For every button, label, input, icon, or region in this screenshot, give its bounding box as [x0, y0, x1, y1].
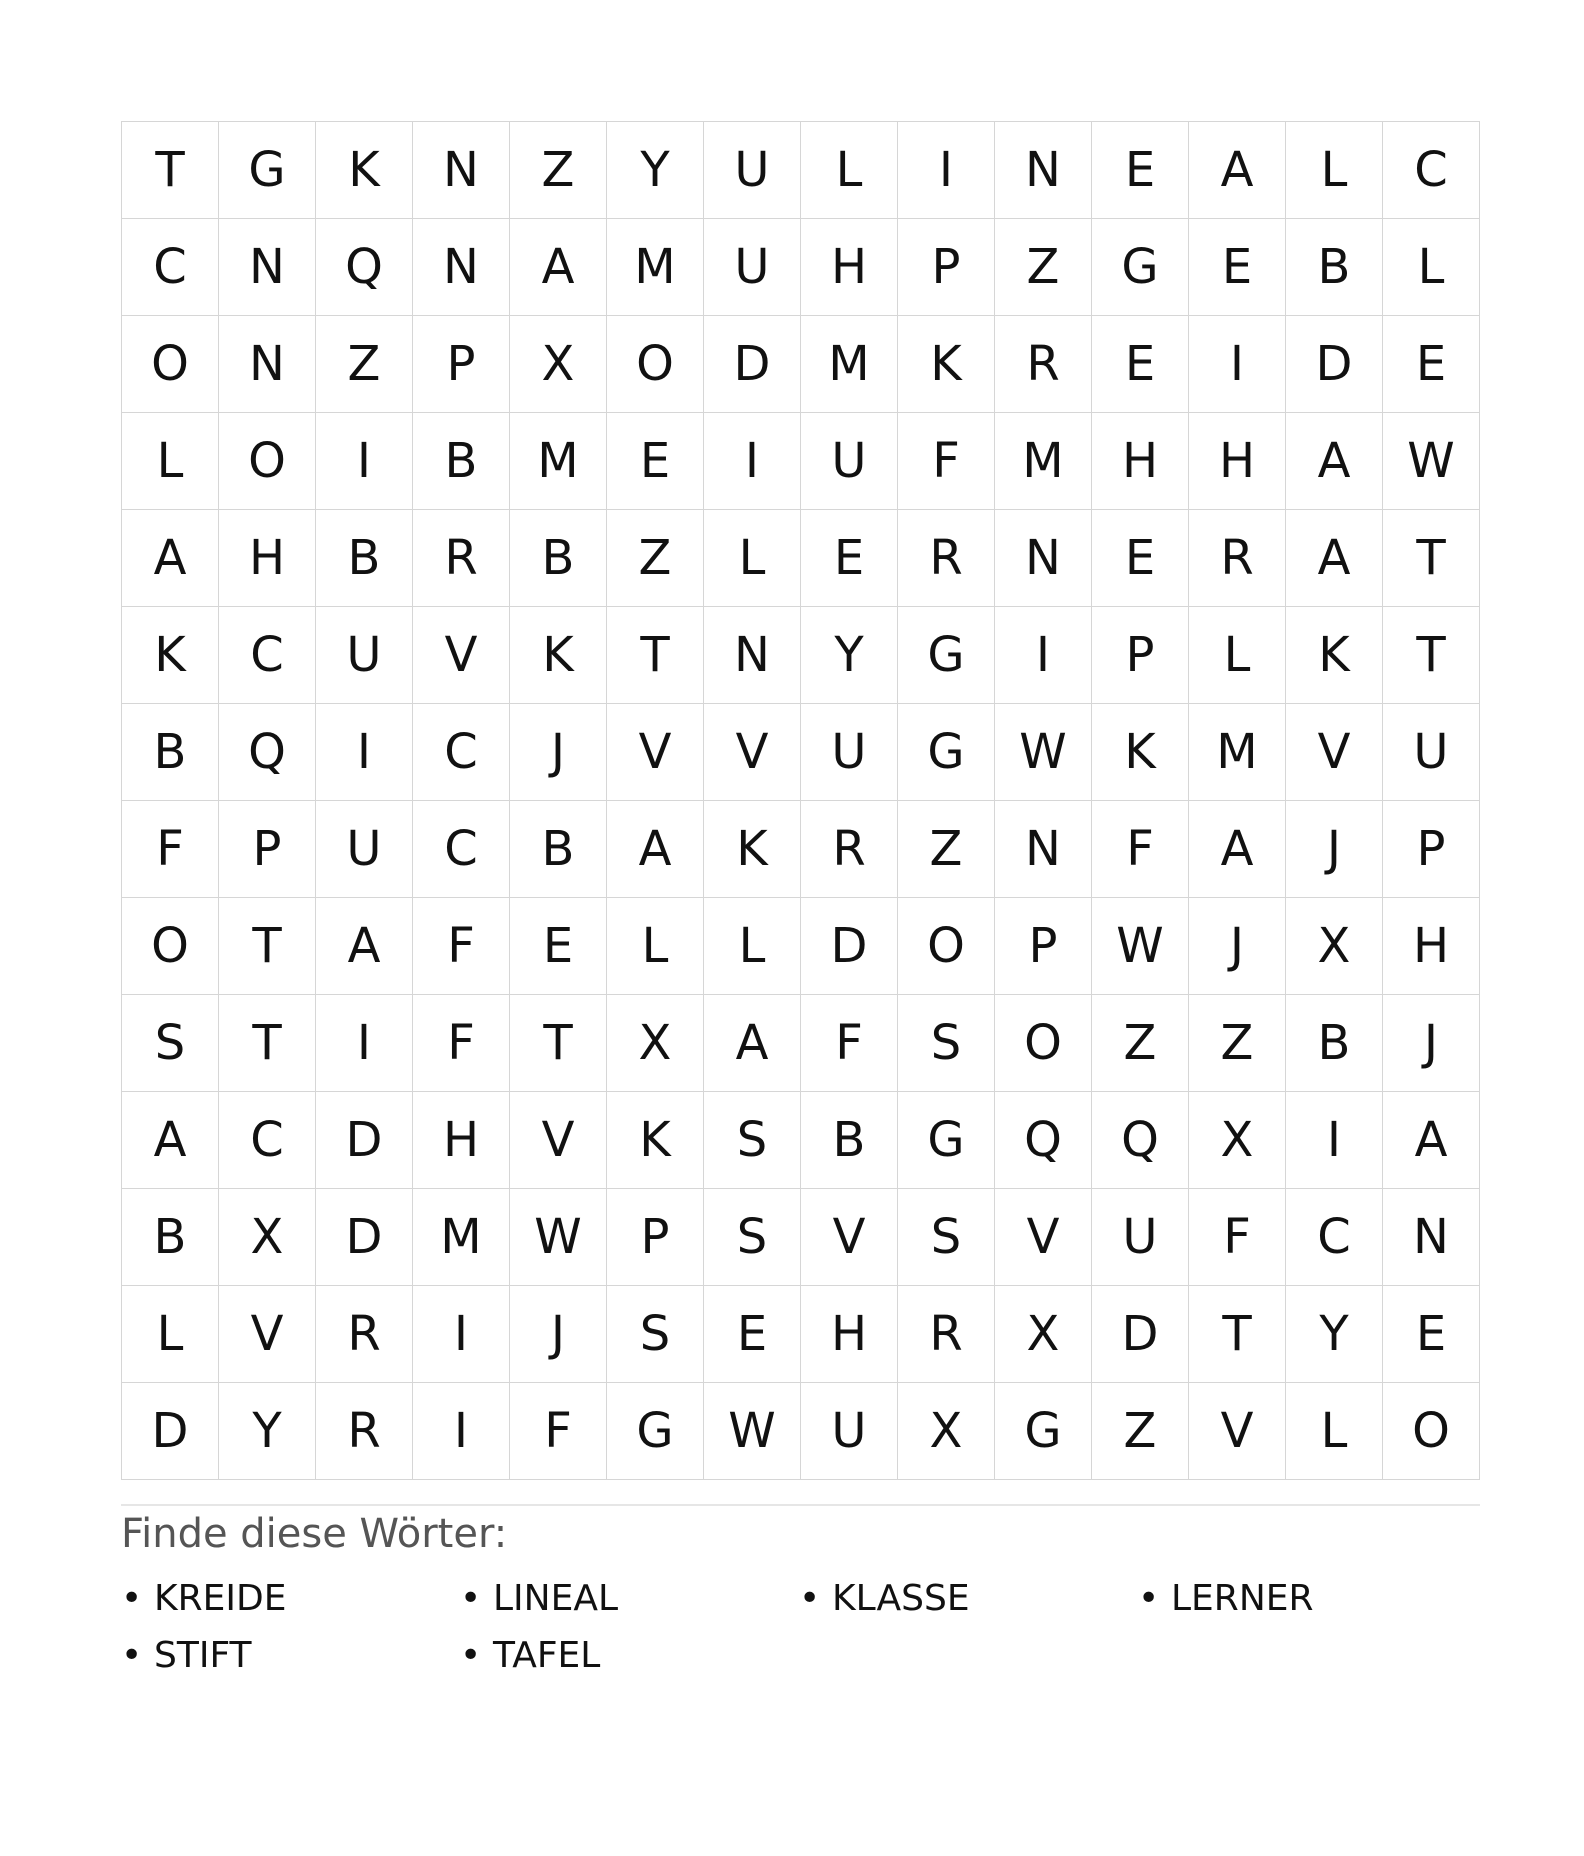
- grid-cell[interactable]: L: [1189, 607, 1286, 704]
- grid-cell[interactable]: T: [122, 122, 219, 219]
- grid-cell[interactable]: N: [219, 219, 316, 316]
- grid-cell[interactable]: M: [801, 316, 898, 413]
- grid-cell[interactable]: U: [316, 801, 413, 898]
- word-list: [121, 1570, 1480, 1684]
- grid-cell[interactable]: P: [898, 219, 995, 316]
- grid-cell[interactable]: K: [704, 801, 801, 898]
- grid-cell[interactable]: K: [316, 122, 413, 219]
- grid-cell[interactable]: L: [1383, 219, 1480, 316]
- grid-cell[interactable]: Y: [1286, 1286, 1383, 1383]
- grid-cell[interactable]: B: [1286, 995, 1383, 1092]
- grid-cell[interactable]: G: [898, 704, 995, 801]
- grid-cell[interactable]: F: [1189, 1189, 1286, 1286]
- grid-cell[interactable]: C: [1383, 122, 1480, 219]
- word-list-item: [460, 1570, 799, 1627]
- grid-cell[interactable]: B: [510, 510, 607, 607]
- grid-cell[interactable]: D: [1092, 1286, 1189, 1383]
- grid-cell[interactable]: S: [704, 1189, 801, 1286]
- grid-cell[interactable]: D: [316, 1189, 413, 1286]
- grid-cell[interactable]: C: [122, 219, 219, 316]
- grid-cell[interactable]: A: [704, 995, 801, 1092]
- grid-cell[interactable]: D: [316, 1092, 413, 1189]
- grid-cell[interactable]: L: [1286, 1383, 1383, 1480]
- grid-cell[interactable]: T: [1383, 607, 1480, 704]
- grid-cell[interactable]: Q: [995, 1092, 1092, 1189]
- grid-cell[interactable]: H: [219, 510, 316, 607]
- grid-cell[interactable]: V: [1286, 704, 1383, 801]
- grid-cell[interactable]: C: [219, 607, 316, 704]
- grid-cell[interactable]: L: [801, 122, 898, 219]
- word-label: KREIDE: [154, 1577, 287, 1619]
- grid-cell[interactable]: U: [801, 413, 898, 510]
- grid-cell[interactable]: R: [898, 510, 995, 607]
- grid-cell[interactable]: N: [1383, 1189, 1480, 1286]
- grid-cell[interactable]: I: [898, 122, 995, 219]
- word-list-item: [799, 1570, 1138, 1627]
- grid-cell[interactable]: C: [413, 801, 510, 898]
- grid-cell[interactable]: Z: [1092, 1383, 1189, 1480]
- grid-cell[interactable]: N: [219, 316, 316, 413]
- grid-cell[interactable]: I: [704, 413, 801, 510]
- grid-cell[interactable]: N: [413, 219, 510, 316]
- grid-cell[interactable]: O: [219, 413, 316, 510]
- grid-cell[interactable]: T: [607, 607, 704, 704]
- grid-cell[interactable]: J: [510, 1286, 607, 1383]
- grid-cell[interactable]: V: [413, 607, 510, 704]
- grid-cell[interactable]: Q: [316, 219, 413, 316]
- word-label: LERNER: [1171, 1577, 1314, 1619]
- grid-cell[interactable]: V: [801, 1189, 898, 1286]
- grid-cell[interactable]: U: [316, 607, 413, 704]
- grid-cell[interactable]: W: [995, 704, 1092, 801]
- bullet-icon: •: [121, 1577, 143, 1619]
- grid-cell[interactable]: H: [1189, 413, 1286, 510]
- grid-cell[interactable]: N: [995, 510, 1092, 607]
- grid-cell[interactable]: J: [510, 704, 607, 801]
- grid-cell[interactable]: Z: [510, 122, 607, 219]
- bullet-icon: •: [799, 1577, 821, 1619]
- grid-cell[interactable]: A: [1189, 122, 1286, 219]
- grid-cell[interactable]: O: [898, 898, 995, 995]
- grid-cell[interactable]: R: [801, 801, 898, 898]
- grid-cell[interactable]: E: [510, 898, 607, 995]
- grid-cell[interactable]: L: [607, 898, 704, 995]
- grid-cell[interactable]: I: [316, 704, 413, 801]
- grid-cell[interactable]: R: [995, 316, 1092, 413]
- grid-cell[interactable]: F: [122, 801, 219, 898]
- grid-cell[interactable]: N: [704, 607, 801, 704]
- grid-cell[interactable]: K: [122, 607, 219, 704]
- grid-cell[interactable]: B: [316, 510, 413, 607]
- grid-cell[interactable]: B: [801, 1092, 898, 1189]
- grid-cell[interactable]: T: [219, 995, 316, 1092]
- grid-cell[interactable]: D: [801, 898, 898, 995]
- grid-cell[interactable]: I: [995, 607, 1092, 704]
- grid-cell[interactable]: Z: [316, 316, 413, 413]
- grid-cell[interactable]: A: [1189, 801, 1286, 898]
- word-list-item: [121, 1627, 460, 1684]
- grid-cell[interactable]: B: [1286, 219, 1383, 316]
- grid-cell[interactable]: A: [510, 219, 607, 316]
- grid-cell[interactable]: C: [219, 1092, 316, 1189]
- grid-cell[interactable]: T: [219, 898, 316, 995]
- grid-cell[interactable]: V: [510, 1092, 607, 1189]
- grid-cell[interactable]: U: [704, 219, 801, 316]
- grid-cell[interactable]: G: [219, 122, 316, 219]
- grid-cell[interactable]: F: [413, 995, 510, 1092]
- grid-cell[interactable]: C: [1286, 1189, 1383, 1286]
- grid-cell[interactable]: L: [1286, 122, 1383, 219]
- grid-cell[interactable]: J: [1189, 898, 1286, 995]
- grid-cell[interactable]: Q: [219, 704, 316, 801]
- word-label: TAFEL: [493, 1634, 601, 1676]
- grid-cell[interactable]: I: [316, 413, 413, 510]
- grid-cell[interactable]: A: [1286, 413, 1383, 510]
- grid-cell[interactable]: E: [1092, 510, 1189, 607]
- word-list-item: [1138, 1570, 1477, 1627]
- divider: [121, 1504, 1480, 1506]
- grid-cell[interactable]: E: [1092, 316, 1189, 413]
- grid-cell[interactable]: V: [995, 1189, 1092, 1286]
- grid-cell[interactable]: F: [413, 898, 510, 995]
- grid-cell[interactable]: B: [122, 1189, 219, 1286]
- grid-cell[interactable]: V: [704, 704, 801, 801]
- grid-cell[interactable]: X: [1286, 898, 1383, 995]
- grid-cell[interactable]: T: [1383, 510, 1480, 607]
- grid-cell[interactable]: G: [995, 1383, 1092, 1480]
- grid-cell[interactable]: G: [898, 1092, 995, 1189]
- grid-cell[interactable]: G: [898, 607, 995, 704]
- grid-cell[interactable]: L: [122, 413, 219, 510]
- grid-cell[interactable]: F: [801, 995, 898, 1092]
- grid-cell[interactable]: W: [704, 1383, 801, 1480]
- word-label: KLASSE: [832, 1577, 970, 1619]
- grid-cell[interactable]: U: [801, 1383, 898, 1480]
- grid-cell[interactable]: W: [1383, 413, 1480, 510]
- grid-cell[interactable]: N: [413, 122, 510, 219]
- grid-cell[interactable]: E: [607, 413, 704, 510]
- grid-cell[interactable]: M: [510, 413, 607, 510]
- grid-cell[interactable]: A: [1286, 510, 1383, 607]
- grid-cell[interactable]: T: [510, 995, 607, 1092]
- grid-cell[interactable]: A: [1383, 1092, 1480, 1189]
- grid-cell[interactable]: P: [995, 898, 1092, 995]
- grid-cell[interactable]: F: [510, 1383, 607, 1480]
- grid-cell[interactable]: H: [801, 219, 898, 316]
- grid-cell[interactable]: P: [607, 1189, 704, 1286]
- grid-cell[interactable]: K: [607, 1092, 704, 1189]
- grid-cell[interactable]: K: [510, 607, 607, 704]
- grid-cell[interactable]: L: [704, 898, 801, 995]
- grid-cell[interactable]: I: [1189, 316, 1286, 413]
- bullet-icon: •: [460, 1634, 482, 1676]
- grid-cell[interactable]: K: [1286, 607, 1383, 704]
- grid-cell[interactable]: D: [122, 1383, 219, 1480]
- grid-cell[interactable]: I: [316, 995, 413, 1092]
- bullet-icon: •: [1138, 1577, 1160, 1619]
- grid-cell[interactable]: Z: [995, 219, 1092, 316]
- grid-cell[interactable]: E: [1092, 122, 1189, 219]
- grid-cell[interactable]: I: [413, 1383, 510, 1480]
- bullet-icon: •: [460, 1577, 482, 1619]
- grid-cell[interactable]: O: [122, 316, 219, 413]
- grid-cell[interactable]: D: [704, 316, 801, 413]
- grid-cell[interactable]: Z: [1189, 995, 1286, 1092]
- grid-cell[interactable]: Y: [607, 122, 704, 219]
- letter-grid: [121, 121, 1480, 1480]
- grid-cell[interactable]: L: [704, 510, 801, 607]
- grid-cell[interactable]: Q: [1092, 1092, 1189, 1189]
- grid-cell[interactable]: S: [122, 995, 219, 1092]
- grid-cell[interactable]: T: [1189, 1286, 1286, 1383]
- word-label: STIFT: [154, 1634, 252, 1676]
- grid-cell[interactable]: H: [1092, 413, 1189, 510]
- grid-cell[interactable]: V: [1189, 1383, 1286, 1480]
- grid-cell[interactable]: M: [413, 1189, 510, 1286]
- grid-cell[interactable]: P: [413, 316, 510, 413]
- grid-cell[interactable]: O: [995, 995, 1092, 1092]
- grid-cell[interactable]: B: [510, 801, 607, 898]
- grid-cell[interactable]: R: [1189, 510, 1286, 607]
- grid-cell[interactable]: S: [704, 1092, 801, 1189]
- grid-cell[interactable]: U: [704, 122, 801, 219]
- grid-cell[interactable]: O: [1383, 1383, 1480, 1480]
- grid-cell[interactable]: Y: [219, 1383, 316, 1480]
- grid-cell[interactable]: M: [607, 219, 704, 316]
- grid-cell[interactable]: B: [122, 704, 219, 801]
- grid-cell[interactable]: J: [1286, 801, 1383, 898]
- grid-cell[interactable]: H: [801, 1286, 898, 1383]
- grid-cell[interactable]: X: [898, 1383, 995, 1480]
- grid-cell[interactable]: Z: [898, 801, 995, 898]
- grid-cell[interactable]: R: [413, 510, 510, 607]
- bullet-icon: •: [121, 1634, 143, 1676]
- grid-cell[interactable]: P: [219, 801, 316, 898]
- grid-cell[interactable]: G: [607, 1383, 704, 1480]
- grid-cell[interactable]: A: [316, 898, 413, 995]
- grid-cell[interactable]: G: [1092, 219, 1189, 316]
- grid-cell[interactable]: A: [607, 801, 704, 898]
- grid-cell[interactable]: U: [1092, 1189, 1189, 1286]
- grid-cell[interactable]: E: [801, 510, 898, 607]
- grid-cell[interactable]: V: [219, 1286, 316, 1383]
- grid-cell[interactable]: N: [995, 122, 1092, 219]
- grid-cell[interactable]: W: [1092, 898, 1189, 995]
- grid-cell[interactable]: E: [1383, 316, 1480, 413]
- grid-cell[interactable]: S: [898, 1189, 995, 1286]
- grid-cell[interactable]: E: [1189, 219, 1286, 316]
- word-list-item: [460, 1627, 799, 1684]
- grid-cell[interactable]: O: [607, 316, 704, 413]
- grid-cell[interactable]: K: [898, 316, 995, 413]
- word-list-title: Finde diese Wörter:: [121, 1511, 508, 1557]
- grid-cell[interactable]: B: [413, 413, 510, 510]
- grid-cell[interactable]: A: [122, 1092, 219, 1189]
- grid-cell[interactable]: Z: [1092, 995, 1189, 1092]
- grid-cell[interactable]: A: [122, 510, 219, 607]
- grid-cell[interactable]: P: [1383, 801, 1480, 898]
- grid-cell[interactable]: V: [607, 704, 704, 801]
- grid-cell[interactable]: O: [122, 898, 219, 995]
- word-list-item: [121, 1570, 460, 1627]
- grid-cell[interactable]: Z: [607, 510, 704, 607]
- grid-cell[interactable]: N: [995, 801, 1092, 898]
- grid-cell[interactable]: F: [1092, 801, 1189, 898]
- grid-cell[interactable]: H: [413, 1092, 510, 1189]
- grid-cell[interactable]: X: [995, 1286, 1092, 1383]
- grid-cell[interactable]: E: [1383, 1286, 1480, 1383]
- grid-cell[interactable]: M: [1189, 704, 1286, 801]
- grid-cell[interactable]: K: [1092, 704, 1189, 801]
- grid-cell[interactable]: U: [801, 704, 898, 801]
- grid-cell[interactable]: R: [316, 1383, 413, 1480]
- grid-cell[interactable]: X: [510, 316, 607, 413]
- grid-cell[interactable]: M: [995, 413, 1092, 510]
- grid-cell[interactable]: R: [316, 1286, 413, 1383]
- grid-cell[interactable]: L: [122, 1286, 219, 1383]
- grid-cell[interactable]: E: [704, 1286, 801, 1383]
- grid-cell[interactable]: I: [413, 1286, 510, 1383]
- grid-cell[interactable]: D: [1286, 316, 1383, 413]
- grid-cell[interactable]: U: [1383, 704, 1480, 801]
- grid-cell[interactable]: C: [413, 704, 510, 801]
- grid-cell[interactable]: R: [898, 1286, 995, 1383]
- word-label: LINEAL: [493, 1577, 619, 1619]
- grid-cell[interactable]: I: [1286, 1092, 1383, 1189]
- grid-cell[interactable]: S: [607, 1286, 704, 1383]
- grid-cell[interactable]: S: [898, 995, 995, 1092]
- grid-cell[interactable]: X: [219, 1189, 316, 1286]
- grid-cell[interactable]: H: [1383, 898, 1480, 995]
- grid-cell[interactable]: P: [1092, 607, 1189, 704]
- grid-cell[interactable]: Y: [801, 607, 898, 704]
- grid-cell[interactable]: X: [1189, 1092, 1286, 1189]
- grid-cell[interactable]: F: [898, 413, 995, 510]
- grid-cell[interactable]: W: [510, 1189, 607, 1286]
- grid-cell[interactable]: J: [1383, 995, 1480, 1092]
- grid-cell[interactable]: X: [607, 995, 704, 1092]
